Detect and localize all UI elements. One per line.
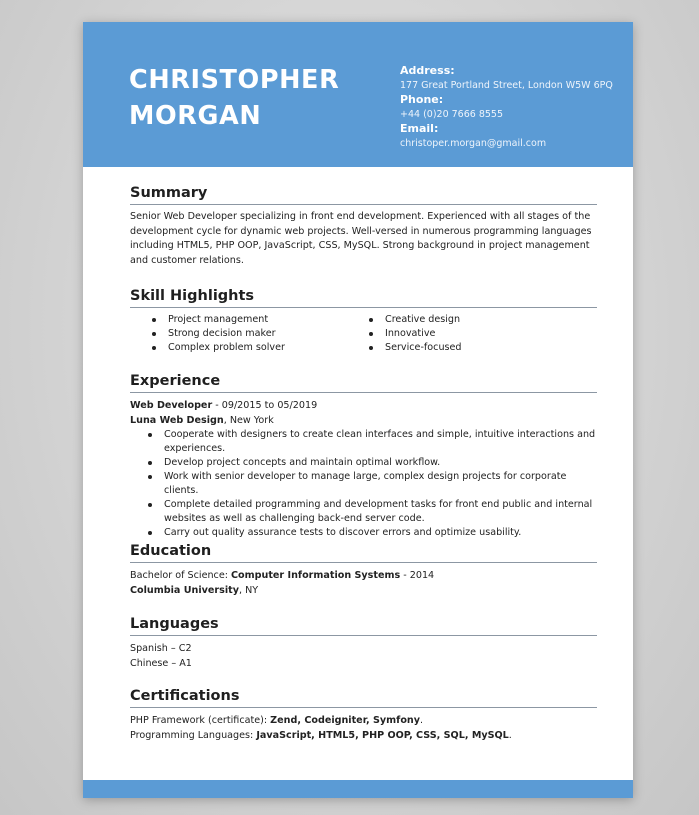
experience-title: Experience	[130, 372, 597, 393]
certification-value: JavaScript, HTML5, PHP OOP, CSS, SQL, MySQL	[256, 729, 509, 741]
skill-item: Service-focused	[369, 341, 586, 355]
education-section	[130, 542, 597, 598]
job-title: Web Developer	[130, 400, 213, 411]
summary-section	[130, 184, 597, 268]
certification-suffix: .	[508, 729, 512, 741]
email-value: christoper.morgan@gmail.com	[400, 138, 547, 149]
experience-bullet: Carry out quality assurance tests to discover errors and optimize usability.	[148, 526, 597, 540]
skills-section	[130, 287, 597, 355]
summary-text: Senior Web Developer specializing in front end development. Experienced with all stages of the development cycle for dynamic web projects. Well-versed in numerous programming languages including HTML5, PHP OOP, JavaScript, CSS, MySQL. Strong background in project management and customer relations.	[130, 211, 592, 266]
skill-item: Project management	[152, 313, 369, 327]
experience-bullet: Cooperate with designers to create clean interfaces and simple, intuitive interactions and experiences.	[148, 428, 597, 456]
skill-item: Complex problem solver	[152, 341, 369, 355]
degree-line	[130, 569, 597, 584]
degree-year: - 2014	[400, 570, 435, 581]
certification-prefix: Programming Languages:	[130, 729, 257, 741]
contact-block	[400, 64, 625, 151]
certifications-title: Certifications	[130, 687, 597, 708]
experience-section	[130, 372, 597, 540]
school-line	[130, 584, 597, 599]
skill-item: Creative design	[369, 313, 586, 327]
job-dates: - 09/2015 to 05/2019	[212, 400, 318, 411]
email-label: Email:	[400, 122, 439, 135]
certification-suffix: .	[420, 715, 424, 726]
skills-title: Skill Highlights	[130, 287, 597, 308]
name-first: CHRISTOPHER	[129, 65, 340, 95]
phone-value: +44 (0)20 7666 8555	[400, 109, 504, 120]
degree-name: Computer Information Systems	[231, 570, 401, 581]
skill-item: Innovative	[369, 327, 586, 341]
certifications-section	[130, 687, 597, 743]
degree-prefix: Bachelor of Science:	[130, 570, 232, 581]
resume-page	[83, 22, 633, 798]
language-item: Chinese – A1	[130, 657, 192, 669]
language-item: Spanish – C2	[130, 643, 192, 654]
certification-value: Zend, Codeigniter, Symfony	[270, 715, 421, 726]
summary-title: Summary	[130, 184, 597, 205]
address-label: Address:	[400, 64, 455, 77]
skills-list	[130, 313, 597, 355]
experience-bullets	[130, 428, 597, 540]
experience-bullet: Develop project concepts and maintain optimal workflow.	[148, 456, 597, 470]
skills-column-2	[369, 313, 586, 355]
education-title: Education	[130, 542, 597, 563]
certification-prefix: PHP Framework (certificate):	[130, 715, 271, 726]
school-name: Columbia University	[130, 584, 239, 596]
languages-title: Languages	[130, 615, 597, 636]
company-location: , New York	[223, 414, 274, 426]
skill-item: Strong decision maker	[152, 327, 369, 341]
job-heading	[130, 399, 597, 414]
name-last: MORGAN	[129, 101, 262, 131]
phone-label: Phone:	[400, 93, 444, 106]
experience-bullet: Work with senior developer to manage large, complex design projects for corporate clients.	[148, 470, 597, 498]
candidate-name	[129, 62, 339, 134]
languages-section	[130, 615, 597, 671]
school-location: , NY	[238, 584, 259, 596]
experience-bullet: Complete detailed programming and development tasks for front end public and internal websites as well as challenging back-end server code.	[148, 498, 597, 526]
company-line	[130, 414, 597, 429]
certification-line	[130, 729, 597, 744]
resume-header	[83, 22, 633, 167]
footer-bar	[83, 780, 633, 798]
skills-column-1	[152, 313, 369, 355]
certification-line	[130, 714, 597, 729]
address-value: 177 Great Portland Street, London W5W 6PQ	[400, 80, 613, 91]
company-name: Luna Web Design	[130, 414, 224, 426]
